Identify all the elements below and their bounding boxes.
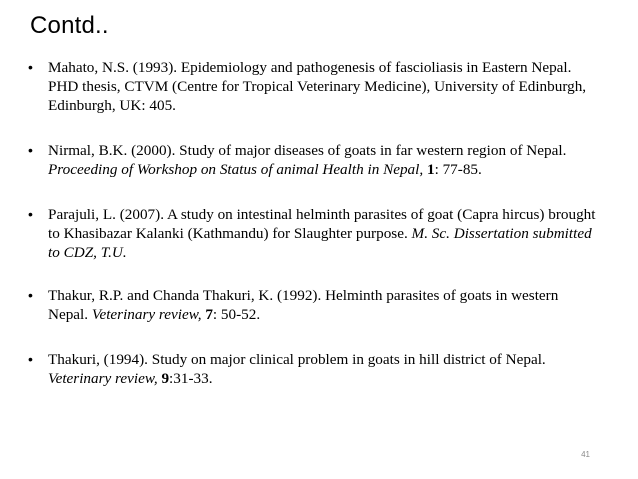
reference-pages: :31-33. xyxy=(169,370,213,387)
reference-text: Parajuli, L. (2007). A study on intestinal helminth parasites of goat (Capra hircus) brought to Khasibazar Kalanki (Kathmandu) for Slaughter purpose. xyxy=(48,206,596,242)
reference-text: Thakur, R.P. and Chanda Thakuri, K. (1992). Helminth parasites of goats in western Nepal. xyxy=(48,287,559,323)
reference-item-nirmal xyxy=(28,141,598,179)
bullet-icon: • xyxy=(28,287,33,303)
reference-item-parajuli xyxy=(28,205,598,262)
reference-source: M. Sc. Dissertation submitted to CDZ, T.U. xyxy=(48,225,592,261)
bullet-icon: • xyxy=(28,351,33,367)
reference-item-mahato xyxy=(28,58,598,115)
reference-volume: 7 xyxy=(205,306,213,323)
reference-source: Veterinary review, xyxy=(48,370,158,387)
reference-source: Proceeding of Workshop on Status of animal Health in Nepal, xyxy=(48,161,424,178)
slide-title: Contd.. xyxy=(30,12,109,39)
reference-item-thakuri xyxy=(28,350,598,388)
page-number: 41 xyxy=(581,450,590,459)
bullet-icon: • xyxy=(28,59,33,75)
bullet-icon: • xyxy=(28,206,33,222)
reference-text: Nirmal, B.K. (2000). Study of major diseases of goats in far western region of Nepal. xyxy=(48,142,567,159)
reference-volume: 9 xyxy=(161,370,170,387)
reference-volume: 1 xyxy=(426,161,435,178)
reference-pages: : 50-52. xyxy=(212,306,261,323)
reference-list xyxy=(28,58,598,414)
reference-text: Mahato, N.S. (1993). Epidemiology and pathogenesis of fascioliasis in Eastern Nepal. PHD thesis, CTVM (Centre for Tropical Veterinary Medicine), University of Edinburgh, Edinburgh, UK: 405. xyxy=(48,59,587,114)
reference-source: Veterinary review, xyxy=(91,306,202,323)
reference-item-thakur xyxy=(28,286,598,324)
reference-text: Thakuri, (1994). Study on major clinical problem in goats in hill district of Nepal. xyxy=(48,351,546,368)
bullet-icon: • xyxy=(28,142,33,158)
reference-pages: : 77-85. xyxy=(434,161,482,178)
